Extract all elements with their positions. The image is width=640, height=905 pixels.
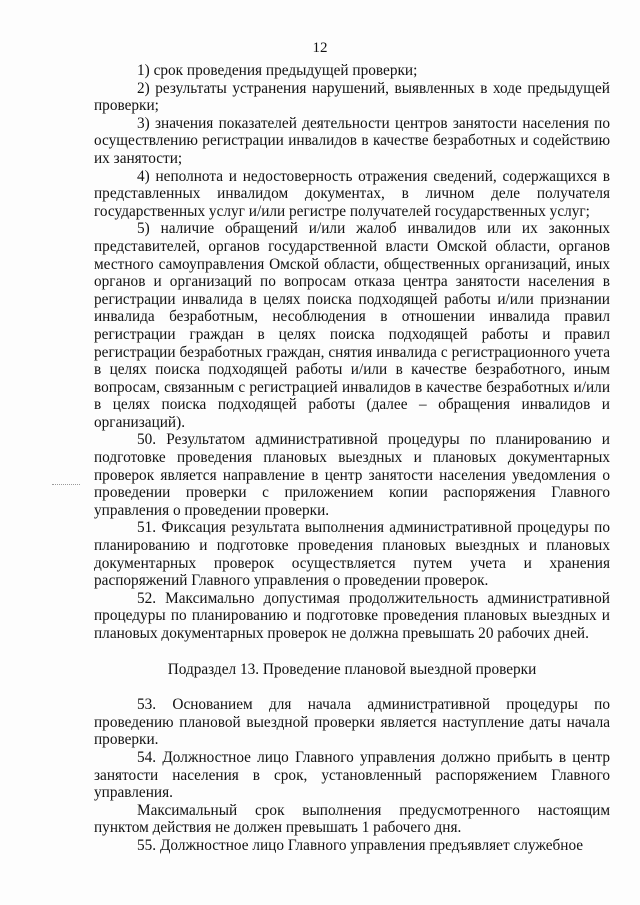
document-body [94,62,610,855]
paragraph: Максимальный срок выполнения предусмотренного настоящим пунктом действия не должен превышать 1 рабочего дня. [94,801,610,837]
paragraph: 52. Максимально допустимая продолжительность административной процедуры по планированию и подготовке проведения плановых выездных и плановых документарных проверок не должна превышать 20 рабочих дней. [94,589,610,642]
paragraph: 3) значения показателей деятельности центров занятости населения по осуществлению регистрации инвалидов в качестве безработных и содействию их занятости; [94,114,610,167]
paragraph: 53. Основанием для начала административной процедуры по проведению плановой выездной проверки является наступление даты начала проверки. [94,696,610,749]
paragraph: 4) неполнота и недостоверность отражения сведений, содержащихся в представленных инвалидом документах, в личном деле получателя государственных услуг и/или регистре получателей государственных услуг; [94,167,610,220]
paragraph: 51. Фиксация результата выполнения административной процедуры по планированию и подготовке проведения плановых выездных и плановых документарных проверок осуществляется путем учета и хранения распоряжений Главного управления о проведении проверок. [94,519,610,590]
paragraph: 1) срок проведения предыдущей проверки; [137,62,418,79]
margin-mark [52,484,80,486]
page-number: 12 [312,40,328,56]
paragraph: 50. Результатом административной процедуры по планированию и подготовке проведения плановых выездных и плановых документарных проверок является направление в центр занятости населения уведомления о проведении проверки с приложением копии распоряжения Главного управления о проведении проверки. [94,431,610,519]
paragraph: 54. Должностное лицо Главного управления должно прибыть в центр занятости населения в срок, установленный распоряжением Главного управления. [94,748,610,802]
paragraph: 2) результаты устранения нарушений, выявленных в ходе предыдущей проверки; [94,79,610,115]
paragraph: 55. Должностное лицо Главного управления предъявляет служебное [137,836,584,854]
subsection-title: Подраздел 13. Проведение плановой выездной проверки [167,660,537,678]
paragraph: 5) наличие обращений и/или жалоб инвалидов или их законных представителей, органов государственной власти Омской области, органов местного самоуправления Омской области, общественных организаций, иных органов и организаций по вопросам отказа центра занятости населения в регистрации инвалида в целях поиска подходящей работы и/или признании инвалида безработным, несоблюдения в отношении инвалида правил регистрации граждан в целях поиска подходящей работы и правил регистрации безработных граждан, снятия инвалида с регистрационного учета в целях поиска подходящей работы и/или в качестве безработного, иным вопросам, связанным с регистрацией инвалидов в качестве безработных и/или в целях поиска подходящей работы (далее – обращения инвалидов и организаций). [94,220,610,431]
